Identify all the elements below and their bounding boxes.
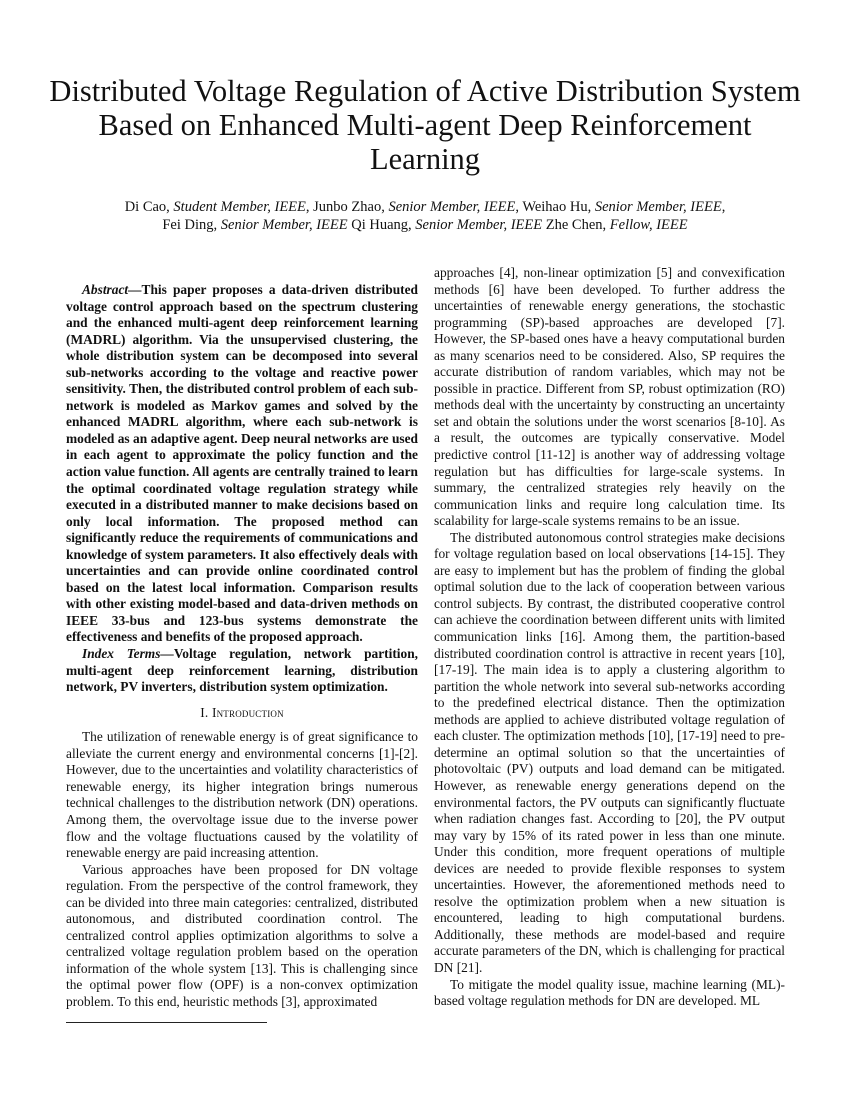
body-paragraph: The distributed autonomous control strategies make decisions for voltage regulation based on local observations [14-15]. They are easy to implement but has the problem of finding the global optimal solution due to the lack of cooperation between various control subjects. By contrast, the distributed cooperative control can achieve the coordination between different units with limited communication links [16]. Among them, the partition-based distributed coordination control is attractive in recent years [10], [17-19]. The main idea is to apply a clustering algorithm to partition the whole network into several sub-networks according to the predefined electrical distance. Then the optimization methods are applied to achieve distributed voltage regulation of each cluster. The optimization methods [10], [17-19] need to pre-determine an optimal solution so that the uncertainties of photovoltaic (PV) outputs and load demand can be mitigated. However, as renewable energy generations depend on the environmental factors, the PV outputs can significantly fluctuate when radiation changes fast. According to [20], the PV output may vary by 15% of its rated power in less than one minute. Under this condition, more frequent operations of multiple devices are needed to provide flexible responses to system uncertainties. However, the aforementioned methods need to resolve the optimization problem when a new situation is encountered, leading to high computational burdens. Additionally, these methods are model-based and require accurate parameters of the DN, which is challenging for practical DN [21]. xyxy=(434,529,785,975)
section-heading: I. Introduction xyxy=(200,704,284,720)
author-name: Qi Huang xyxy=(351,216,409,233)
author-role: Student Member, IEEE xyxy=(173,199,306,215)
body-paragraph: To mitigate the model quality issue, machine learning (ML)-based voltage regulation methods for DN are developed. ML xyxy=(434,976,785,1009)
author-name: Zhe Chen xyxy=(545,216,603,233)
body-paragraph: Various approaches have been proposed for DN voltage regulation. From the perspective of the control framework, they can be divided into three main categories: centralized, distributed autonomous, and distributed coordination control. The centralized control applies optimization algorithms to solve a centralized voltage regulation problem based on the operation information of the whole system [13]. This is challenging since the optimal power flow (OPF) is a non-convex optimization problem. To this end, heuristic methods [3], approximated xyxy=(66,861,418,1009)
author-role: Senior Member, IEEE xyxy=(388,199,516,215)
author-role: Senior Member, IEEE xyxy=(594,199,722,215)
abstract-label: Abstract— xyxy=(82,282,142,297)
right-column xyxy=(434,265,785,1010)
author-role: Fellow, IEEE xyxy=(609,216,688,233)
index-terms-text: Voltage regulation, network partition, multi-agent deep reinforcement learning, distribution network, PV inverters, distribution system optimization. xyxy=(66,646,419,695)
author-line-2: Fei Ding, Senior Member, IEEE Qi Huang, Senior Member, IEEE Zhe Chen, Fellow, IEEE xyxy=(162,216,688,233)
abstract-text: This paper proposes a data-driven distributed voltage control approach based on the spectrum clustering and the enhanced multi-agent deep reinforcement learning (MADRL) algorithm. Via the unsupervised clustering, the whole distribution system can be decomposed into several sub-networks according to the voltage and reactive power sensitivity. Then, the distributed control problem of each sub-network is modeled as Markov games and solved by the enhanced MADRL algorithm, where each sub-network is modeled as an adaptive agent. Deep neural networks are used in each agent to approximate the policy function and the action value function. All agents are centrally trained to learn the optimal coordinated voltage regulation strategy while executed in a distributed manner to make decisions based on only local information. The proposed method can significantly reduce the requirements of communications and knowledge of system parameters. It also effectively deals with uncertainties and can provide online coordinated control based on the latest local information. Comparison results with other existing model-based and data-driven methods on IEEE 33-bus and 123-bus systems demonstrate the effectiveness and benefits of the proposed approach. xyxy=(66,282,418,645)
paper-title: Distributed Voltage Regulation of Active Distribution System Based on Enhanced Multi-agent Deep Reinforcement Learning xyxy=(49,74,801,176)
footnote-rule xyxy=(66,1022,267,1023)
author-name: Di Cao xyxy=(124,199,167,215)
author-list xyxy=(40,199,810,234)
author-name: Weihao Hu xyxy=(522,199,588,215)
index-terms-label: Index Terms— xyxy=(82,646,174,662)
index-terms xyxy=(66,646,418,696)
abstract xyxy=(66,282,418,646)
author-name: Junbo Zhao xyxy=(313,199,382,215)
left-column xyxy=(66,282,418,1011)
author-role: Senior Member, IEEE xyxy=(415,216,543,233)
author-name: Fei Ding xyxy=(162,216,214,233)
body-paragraph: The utilization of renewable energy is of great significance to alleviate the current energy and environmental concerns [1]-[2]. However, due to the uncertainties and volatility characteristics of renewable energy, its higher integration brings numerous technical challenges to the distribution network (DN) operations. Among them, the overvoltage issue due to the inverse power flow and the voltage fluctuations caused by the volatility of renewable energy are paid increasing attention. xyxy=(66,729,418,861)
author-role: Senior Member, IEEE xyxy=(220,216,348,233)
author-line-1: Di Cao, Student Member, IEEE, Junbo Zhao, Senior Member, IEEE, Weihao Hu, Senior Member, IEEE, xyxy=(124,199,726,215)
body-paragraph: approaches [4], non-linear optimization [5] and convexification methods [6] have been developed. To further address the uncertainties of renewable energy generations, the stochastic programming (SP)-based approaches are developed [7]. However, the SP-based ones have a heavy computational burden as many scenarios need to be considered. Also, SP requires the accurate distribution of random variables, which may not be possible in practice. Different from SP, robust optimization (RO) methods deal with the uncertainty by constructing an uncertainty set and obtain the solutions under the worst scenarios [8-10]. As a result, the outcomes are typically conservative. Model predictive control [11-12] is another way of addressing voltage regulation but has difficulties for large-scale systems. In summary, the centralized strategies rely heavily on the communication links and require long calculation time. Its scalability for large-scale systems remains to be an issue. xyxy=(434,265,785,529)
